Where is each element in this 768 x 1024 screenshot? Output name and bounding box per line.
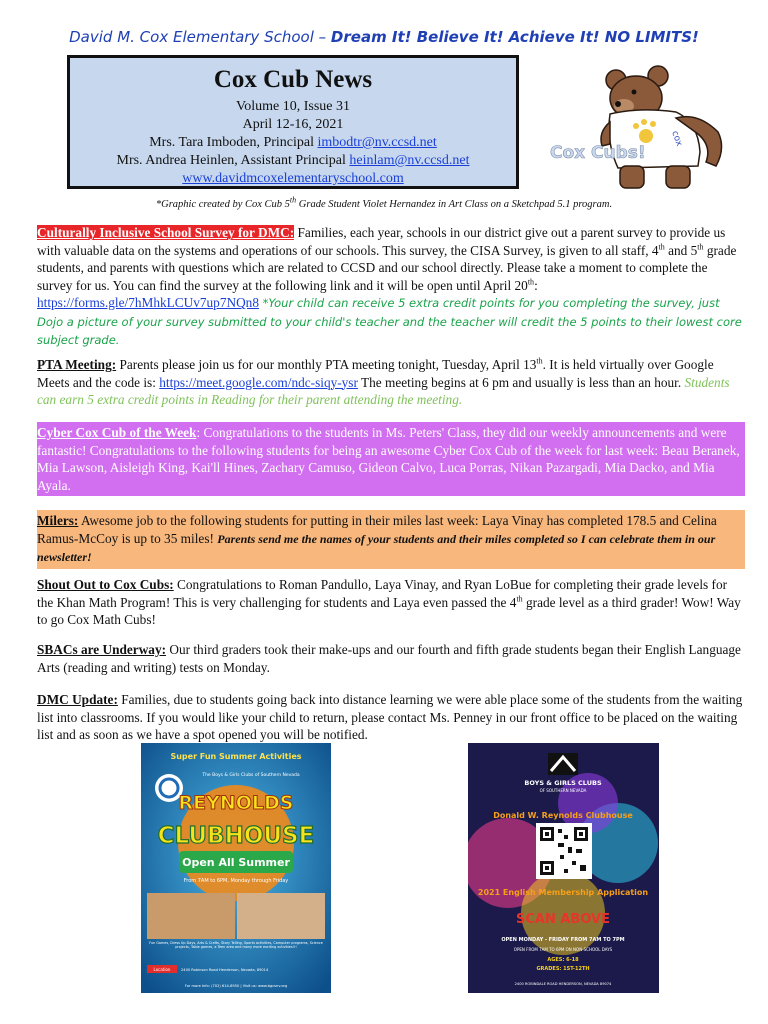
poster-left-activities: Fun Games, Dress Up Days, Arts & Crafts, Story Telling, Sports activities, Computer programs, Science projects, Table games, a Teen area and many more exciting activities!!! <box>149 941 323 949</box>
pta-sup-1: th <box>536 356 543 366</box>
cox-cub-bear-mascot-image <box>548 62 744 192</box>
shout-out-section <box>37 576 745 629</box>
pta-meeting-section <box>37 356 745 409</box>
pta-extra-credit-note: Students can earn 5 extra credit points in Reading for their parent attending the meeting. <box>37 374 730 407</box>
poster-right-open: OPEN MONDAY - FRIDAY FROM 7AM TO 7PM <box>501 937 625 943</box>
cisa-extra-credit-note: *Your child can receive 5 extra credit points for you completing the survey, just Dojo a picture of your survey submitted to your child's teacher and the teacher will credit the 5 points to their lowest core subject grade. <box>37 296 742 347</box>
cisa-text-3: grade students, and parents with questions which are related to CCSD and our school directly. Please take a moment to complete the survey for us. You can find the survey at the following link and it will be open until April 20 <box>37 242 737 293</box>
pta-text-1: Parents please join us for our monthly PTA meeting tonight, Tuesday, April 13 <box>116 357 537 372</box>
tagline-motto: Dream It! Believe It! Achieve It! NO LIMITS! <box>330 28 699 46</box>
sbac-body: Our third graders took their make-ups and our fourth and fifth grade students began their English Language Arts (reading and writing) tests on Monday. <box>37 642 741 675</box>
caption-sup: th <box>289 195 297 205</box>
poster-left-location-label: Location <box>153 967 171 972</box>
qr-code-icon <box>536 823 592 879</box>
tagline-school: David M. Cox Elementary School – <box>69 28 331 46</box>
masthead-box <box>67 55 519 189</box>
poster-left-club: The Boys & Girls Clubs of Southern Nevada <box>202 773 300 778</box>
poster-left-name2: CLUBHOUSE <box>157 823 315 849</box>
pta-text-3: The meeting begins at 6 pm and usually is less than an hour. <box>357 374 685 390</box>
reynolds-clubhouse-summer-poster <box>141 743 331 993</box>
cisa-text-1: Families, each year, schools in our district give out a parent survey to provide us with valuable data on the systems and operations of our schools. This survey, the CISA Survey, is given to all staff, 4 <box>37 225 726 258</box>
dmc-body: Families, due to students going back into distance learning we were able place some of the students from the waiting list into classrooms. If you would like your child to return, please contact Ms. Penney in our front office to be placed on the waiting list and as soon as we have a spot opened you will be notified. <box>37 692 743 742</box>
poster-right-scan: SCAN ABOVE <box>516 912 610 927</box>
cisa-sup-1: th <box>658 242 665 252</box>
poster-right-title: Donald W. Reynolds Clubhouse <box>493 811 633 820</box>
poster-left-location: 2400 Robinson Road Henderson, Nevada, 89014 <box>181 968 269 972</box>
shout-text-2: grade level as a third grader! Wow! Way to go Cox Math Cubs! <box>37 594 741 627</box>
cisa-survey-link[interactable]: https://forms.gle/7hMhkLCUv7up7NQn8 <box>37 295 259 310</box>
school-tagline <box>0 28 768 46</box>
assistant-label: Mrs. Andrea Heinlen, Assistant Principal <box>116 153 350 168</box>
clubhouse-photo-2 <box>237 893 325 939</box>
cyber-cox-cub-section <box>37 422 745 496</box>
pta-text-2: . It is held virtually over Google Meets and the code is: <box>37 357 714 390</box>
cyber-heading: Cyber Cox Cub of the Week <box>37 425 197 440</box>
cox-cubs-badge-text: Cox Cubs! <box>550 143 646 163</box>
principal-email-link[interactable]: imbodtr@nv.ccsd.net <box>317 135 437 150</box>
milers-body: Awesome job to the following students for putting in their miles last week: Laya Vinay has completed 178.5 and Celina Ramus-McCoy is up to 35 miles! <box>37 513 717 546</box>
milers-parents-note: Parents send me the names of your students and their miles completed so I can celebrate them in our newsletter! <box>37 531 716 564</box>
cisa-text-2: and 5 <box>664 242 698 258</box>
principal-label: Mrs. Tara Imboden, Principal <box>149 135 318 150</box>
cisa-sup-2: th <box>697 242 704 252</box>
poster-right-club-sub: OF SOUTHERN NEVADA <box>539 788 587 793</box>
shirt-text: cox <box>669 129 684 148</box>
pta-heading: PTA Meeting: <box>37 357 117 372</box>
issue-dates: April 12-16, 2021 <box>242 117 344 132</box>
poster-left-hours: From 7AM to 6PM, Monday through Friday <box>183 878 289 884</box>
graphic-caption <box>0 195 768 210</box>
caption-part1: *Graphic created by Cox Cub 5 <box>155 199 290 210</box>
sbac-section <box>37 641 745 676</box>
website-line <box>70 170 516 188</box>
poster-left-name1: REYNOLDS <box>178 792 294 814</box>
poster-left-top: Super Fun Summer Activities <box>170 752 302 761</box>
poster-right-open2: OPEN FROM 7AM TO 6PM ON NON-SCHOOL DAYS <box>513 947 613 952</box>
volume-issue: Volume 10, Issue 31 <box>235 99 351 114</box>
poster-right-grades: GRADES: 1ST-12TH <box>536 966 590 972</box>
cisa-survey-section <box>37 224 745 350</box>
cyber-body: : Congratulations to the students in Ms. Peters' Class, they did our weekly announcements and were fantastic! Congratulations to the following students for being an awesome Cyber Cox Cub of the week for last week: Beau Beranek, Mia Lawson, Aisleigh King, Kai'll Hines, Zachary Camuso, Gideon Calvo, Luca Porras, Nikan Pazargadi, Mia Dacko, and Mia Ayala. <box>37 425 740 493</box>
shout-heading: Shout Out to Cox Cubs: <box>37 577 174 592</box>
poster-right-membership: 2021 English Membership Application <box>477 888 649 897</box>
poster-left-open: Open All Summer <box>182 856 290 869</box>
assistant-line <box>70 152 516 170</box>
boys-girls-club-logo-icon <box>548 753 578 775</box>
pta-meet-link[interactable]: https://meet.google.com/ndc-siqy-ysr <box>159 374 358 390</box>
principal-line <box>70 134 516 152</box>
clubhouse-photo-1 <box>147 893 235 939</box>
shout-text-1: Congratulations to Roman Pandullo, Laya Vinay, and Ryan LoBue for completing their grade levels for the Khan Math Program! This is very challenging for students and Laya even passed the 4 <box>37 577 728 610</box>
cisa-text-4: : <box>534 277 538 293</box>
milers-heading: Milers: <box>37 513 79 528</box>
school-website-link[interactable]: www.davidmcoxelementaryschool.com <box>182 171 404 186</box>
milers-section <box>37 510 745 569</box>
reynolds-clubhouse-membership-poster <box>468 743 659 993</box>
newsletter-title: Cox Cub News <box>213 66 373 93</box>
dmc-update-section <box>37 691 745 744</box>
cisa-sup-3: th <box>527 277 535 287</box>
poster-right-club: BOYS & GIRLS CLUBS <box>524 779 602 787</box>
sbac-heading: SBACs are Underway: <box>37 642 167 657</box>
assistant-email-link[interactable]: heinlam@nv.ccsd.net <box>349 153 470 168</box>
caption-part2: Grade Student Violet Hernandez in Art Class on a Sketchpad 5.1 program. <box>296 199 613 210</box>
shout-sup-1: th <box>516 594 523 604</box>
dmc-heading: DMC Update: <box>37 692 118 707</box>
poster-right-address: 2400 ROBINDALE ROAD HENDERSON, NEVADA 89074 <box>514 982 612 986</box>
poster-right-ages: AGES: 6-18 <box>547 957 579 963</box>
cisa-heading: Culturally Inclusive School Survey for DMC: <box>37 225 295 240</box>
poster-left-footer: For more Info: (702) 614-8950 | Visit us: www.bgcsnv.org <box>184 984 288 988</box>
